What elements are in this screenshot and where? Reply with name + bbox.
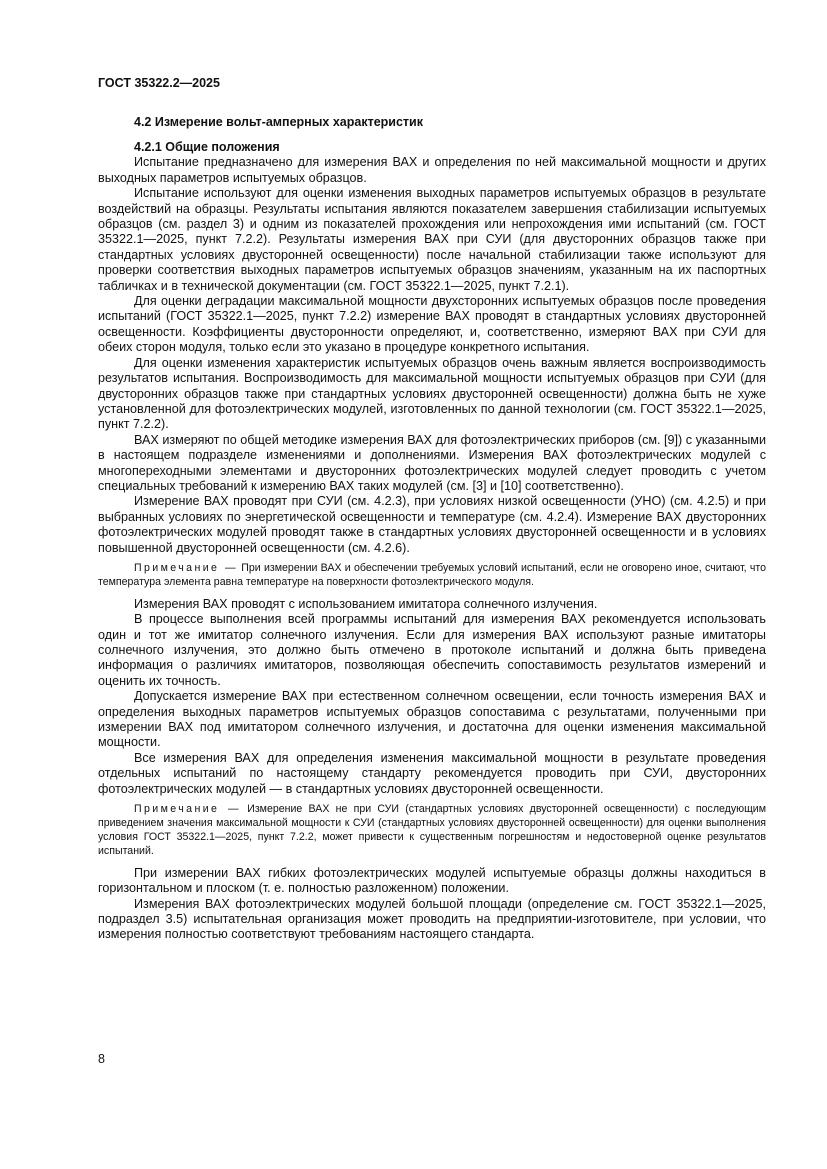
paragraph: Измерения ВАХ проводят с использованием имитатора солнечного излучения.	[134, 596, 598, 611]
note-label: Примечание —	[134, 803, 241, 816]
page-number: 8	[98, 1052, 105, 1066]
note-text: Измерение ВАХ не при СУИ (стандартных условиях двусторонней освещенности) с последующим приведением значения максимальной мощности к СУИ (стандартных условиях двусторонней освещенности) для оценки выполнения условия ГОСТ 35322.1—2025, пункт 7.2.2, может привести к существенным погрешностям и недостоверной оценке результатов испытаний.	[98, 803, 766, 857]
paragraph: Все измерения ВАХ для определения изменения максимальной мощности в результате проведения отдельных испытаний по настоящему стандарту рекомендуется проводить при СУИ, двусторонних фотоэлектрических модулей — в стандартных условиях двусторонней освещенности.	[98, 750, 766, 796]
page-content	[98, 114, 766, 943]
paragraph: Для оценки изменения характеристик испытуемых образцов очень важным является воспроизводимость результатов испытания. Воспроизводимость для максимальной мощности испытуемых образцов при СУИ (для двусторонних образцов также при стандартных условиях двусторонней освещенности) должна быть не хуже установленной для фотоэлектрических модулей, изготовленных по данной технологии (см. ГОСТ 35322.1—2025, пункт 7.2.2).	[98, 355, 766, 432]
paragraph: Измерения ВАХ фотоэлектрических модулей большой площади (определение см. ГОСТ 35322.1—2025, подраздел 3.5) испытательная организация может проводить на предприятии-изготовителе, при условии, что измерения полностью соответствуют требованиям настоящего стандарта.	[98, 896, 766, 942]
section-title: 4.2 Измерение вольт-амперных характеристик	[134, 115, 423, 129]
paragraph: Допускается измерение ВАХ при естественном солнечном освещении, если точность измерения ВАХ и определения выходных параметров испытуемых образцов сопоставима с результатами, полученными при измерении ВАХ под имитатором солнечного излучения, и достаточна для оценки изменения максимальной мощности.	[98, 689, 766, 750]
paragraph: Для оценки деградации максимальной мощности двухсторонних испытуемых образцов после проведения испытаний (ГОСТ 35322.1—2025, пункт 7.2.2) измерение ВАХ проводят в стандартных условиях двусторонней освещенности. Коэффициенты двусторонности определяют, и, соответственно, измеряют ВАХ при СУИ для обеих сторон модуля, только если это указано в процедуре конкретного испытания.	[98, 294, 766, 355]
paragraph: Испытание используют для оценки изменения выходных параметров испытуемых образцов в результате воздействий на образцы. Результаты испытания являются показателем завершения стабилизации испытуемых образцов (см. раздел 3) и одним из показателей прохождения или непрохождения ими испытаний (см. ГОСТ 35322.1—2025, пункт 7.2.2). Результаты измерения ВАХ при СУИ (для двусторонних образцов также при стандартных условиях двусторонней освещенности) после начальной стабилизации также используют для проверки соответствия выходных параметров испытуемых образцов значениям, указанным на их паспортных табличках и в технической документации (см. ГОСТ 35322.1—2025, пункт 7.2.1).	[98, 186, 766, 293]
subsection-title: 4.2.1 Общие положения	[134, 140, 280, 154]
note-label: Примечание —	[134, 561, 238, 574]
note	[98, 562, 766, 590]
paragraph: В процессе выполнения всей программы испытаний для измерения ВАХ рекомендуется использовать один и тот же имитатор солнечного излучения. Если для измерения ВАХ используют разные имитаторы солнечного излучения, это должно быть отмечено в протоколе испытаний и должна быть приведена информация о различиях имитаторов, позволяющая обеспечить сопоставимость результатов измерений и оценить их точность.	[98, 612, 766, 688]
note-text: При измерении ВАХ и обеспечении требуемых условий испытаний, если не оговорено иное, считают, что температура элемента равна температуре на поверхности фотоэлектрического модуля.	[98, 561, 767, 588]
paragraph: Измерение ВАХ проводят при СУИ (см. 4.2.3), при условиях низкой освещенности (УНО) (см. 4.2.5) и при выбранных условиях по энергетической освещенности и температуре (см. 4.2.4). Измерение ВАХ двусторонних фотоэлектрических модулей проводят также в стандартных условиях двусторонней освещенности и в условиях повышенной двусторонней освещенности (см. 4.2.6).	[98, 494, 766, 555]
paragraph: Испытание предназначено для измерения ВАХ и определения по ней максимальной мощности и других выходных параметров испытуемых образцов.	[98, 155, 766, 185]
note	[98, 803, 766, 859]
document-header: ГОСТ 35322.2—2025	[98, 76, 220, 90]
paragraph: ВАХ измеряют по общей методике измерения ВАХ для фотоэлектрических приборов (см. [9]) с указанными в настоящем подразделе изменениями и дополнениями. Измерения ВАХ фотоэлектрических модулей с многопереходными элементами и двусторонних фотоэлектрических модулей следует проводить с учетом специальных требований к измерению ВАХ таких модулей (см. [3] и [10] соответственно).	[98, 432, 766, 493]
paragraph: При измерении ВАХ гибких фотоэлектрических модулей испытуемые образцы должны находиться в горизонтальном и плоском (т. е. полностью разложенном) положении.	[98, 865, 766, 896]
